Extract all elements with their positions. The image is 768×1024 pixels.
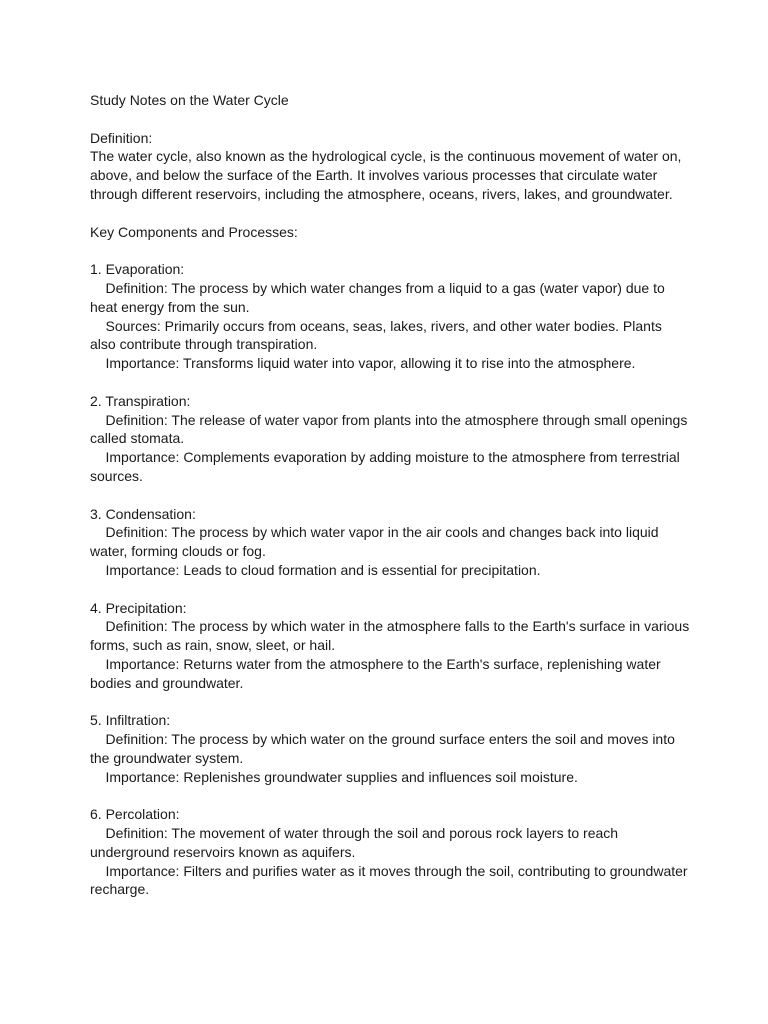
section-importance: Importance: Leads to cloud formation and is essential for precipitation. <box>105 561 541 578</box>
section-importance: Importance: Complements evaporation by adding moisture to the atmosphere from terrestrial sources. <box>90 449 680 484</box>
spacer <box>90 580 690 599</box>
section-definition: Definition: The process by which water on the ground surface enters the soil and moves into the groundwater system. <box>90 731 675 766</box>
section-condensation <box>90 505 690 580</box>
section-definition: Definition: The movement of water through the soil and porous rock layers to reach underground reservoirs known as aquifers. <box>90 825 619 860</box>
section-definition: Definition: The process by which water vapor in the air cools and changes back into liquid water, forming clouds or fog. <box>90 524 659 560</box>
spacer <box>90 693 690 712</box>
document-title: Study Notes on the Water Cycle <box>90 92 289 108</box>
spacer <box>90 204 690 223</box>
section-heading: 4. Precipitation: <box>90 599 187 616</box>
section-definition: Definition: The process by which water changes from a liquid to a gas (water vapor) due to heat energy from the sun. <box>90 279 665 315</box>
section-percolation <box>90 805 690 899</box>
section-importance: Importance: Replenishes groundwater supplies and influences soil moisture. <box>105 768 578 785</box>
section-evaporation <box>90 260 690 373</box>
section-importance: Importance: Returns water from the atmosphere to the Earth's surface, replenishing water bodies and groundwater. <box>90 655 661 691</box>
section-transpiration <box>90 392 690 486</box>
document-page <box>90 91 690 899</box>
spacer <box>90 110 690 129</box>
section-importance: Importance: Transforms liquid water into vapor, allowing it to rise into the atmosphere. <box>105 355 636 372</box>
definition-heading: Definition: <box>90 129 153 146</box>
section-definition: Definition: The process by which water in the atmosphere falls to the Earth's surface in various forms, such as rain, snow, sleet, or hail. <box>90 618 690 654</box>
components-heading: Key Components and Processes: <box>90 223 298 240</box>
spacer <box>90 373 690 392</box>
definition-text: The water cycle, also known as the hydrological cycle, is the continuous movement of water on, above, and below the surface of the Earth. It involves various processes that circulate water through different reservoirs, including the atmosphere, oceans, rivers, lakes, and groundwater. <box>90 148 682 202</box>
spacer <box>90 241 690 260</box>
spacer <box>90 486 690 505</box>
spacer <box>90 786 690 805</box>
section-importance: Importance: Filters and purifies water as it moves through the soil, contributing to groundwater recharge. <box>90 862 688 898</box>
section-infiltration <box>90 711 690 786</box>
section-heading: 6. Percolation: <box>90 806 180 823</box>
section-heading: 3. Condensation: <box>90 505 196 522</box>
section-heading: 5. Infiltration: <box>90 712 171 729</box>
section-heading: 2. Transpiration: <box>90 392 191 409</box>
section-heading: 1. Evaporation: <box>90 261 185 278</box>
section-sources: Sources: Primarily occurs from oceans, seas, lakes, rivers, and other water bodies. Plants also contribute through transpiration. <box>90 317 662 353</box>
section-definition: Definition: The release of water vapor from plants into the atmosphere through small openings called stomata. <box>90 411 688 447</box>
section-precipitation <box>90 599 690 693</box>
